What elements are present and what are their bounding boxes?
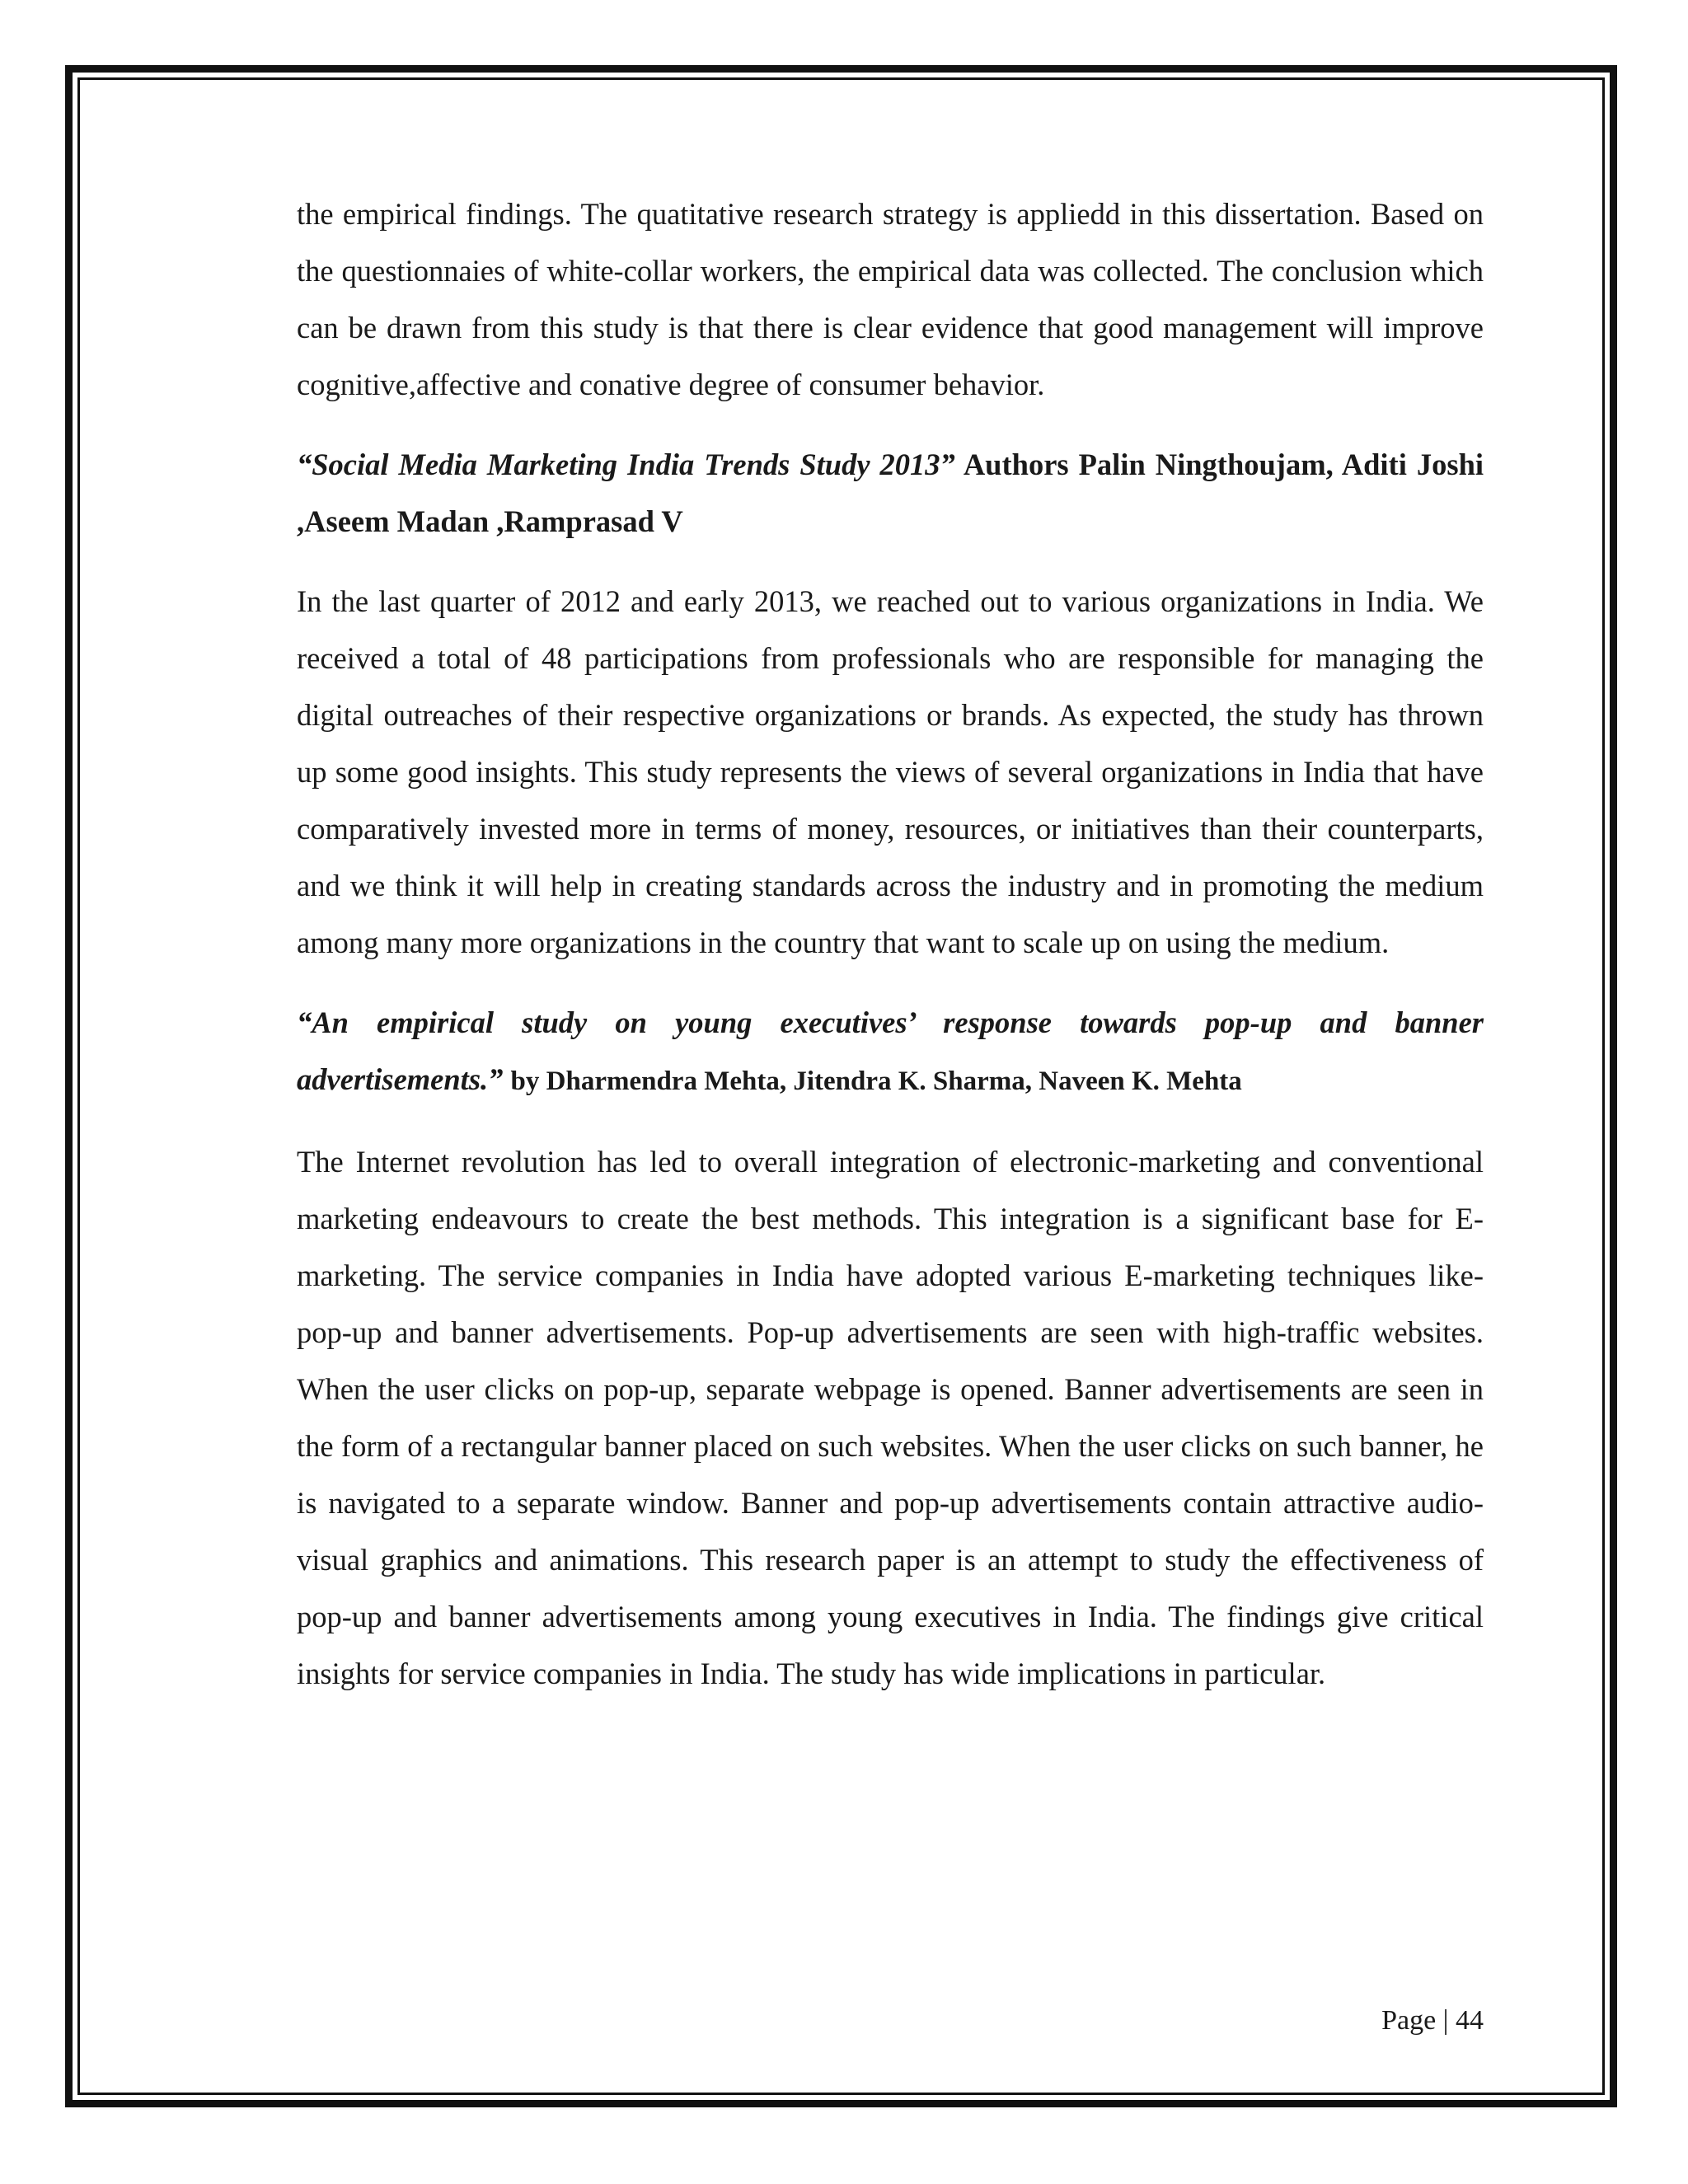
- paragraph-internet-revolution: The Internet revolution has led to overall integration of electronic-marketing and conventional marketing endeavours to create the best methods. This integration is a significant base for E-marketing. The service companies in India have adopted various E-marketing techniques like- pop-up and banner advertisements. Pop-up advertisements are seen with high-traffic websites. When the user clicks on pop-up, separate webpage is opened. Banner advertisements are seen in the form of a rectangular banner placed on such websites. When the user clicks on such banner, he is navigated to a separate window. Banner and pop-up advertisements contain attractive audio-visual graphics and animations. This research paper is an attempt to study the effectiveness of pop-up and banner advertisements among young executives in India. The findings give critical insights for service companies in India. The study has wide implications in particular.: [297, 1145, 1484, 1690]
- reference-authors: Authors Palin Ningthoujam, Aditi Joshi ,Aseem Madan ,Ramprasad V: [297, 448, 1484, 538]
- reference-title: “Social Media Marketing India Trends Study 2013”: [297, 448, 955, 481]
- page-content: [297, 185, 1484, 1702]
- paragraph-empirical-findings: the empirical findings. The quatitative research strategy is appliedd in this dissertation. Based on the questionnaies of white-collar workers, the empirical data was collected. The conclusion which can be drawn from this study is that there is clear evidence that good management will improve cognitive,affective and conative degree of consumer behavior.: [297, 197, 1484, 401]
- reference-title: “An empirical study on young executives’ response towards pop-up and banner advertisements.”: [297, 1005, 1484, 1096]
- reference-authors: by Dharmendra Mehta, Jitendra K. Sharma, Naveen K. Mehta: [510, 1066, 1242, 1096]
- reference-heading-social-media-study: [297, 436, 1484, 550]
- page-number: Page | 44: [1381, 2005, 1484, 2036]
- reference-heading-popup-banner-study: [297, 994, 1484, 1110]
- paragraph-social-media-study: In the last quarter of 2012 and early 2013, we reached out to various organizations in India. We received a total of 48 participations from professionals who are responsible for managing the digital outreaches of their respective organizations or brands. As expected, the study has thrown up some good insights. This study represents the views of several organizations in India that have comparatively invested more in terms of money, resources, or initiatives than their counterparts, and we think it will help in creating standards across the industry and in promoting the medium among many more organizations in the country that want to scale up on using the medium.: [297, 584, 1484, 959]
